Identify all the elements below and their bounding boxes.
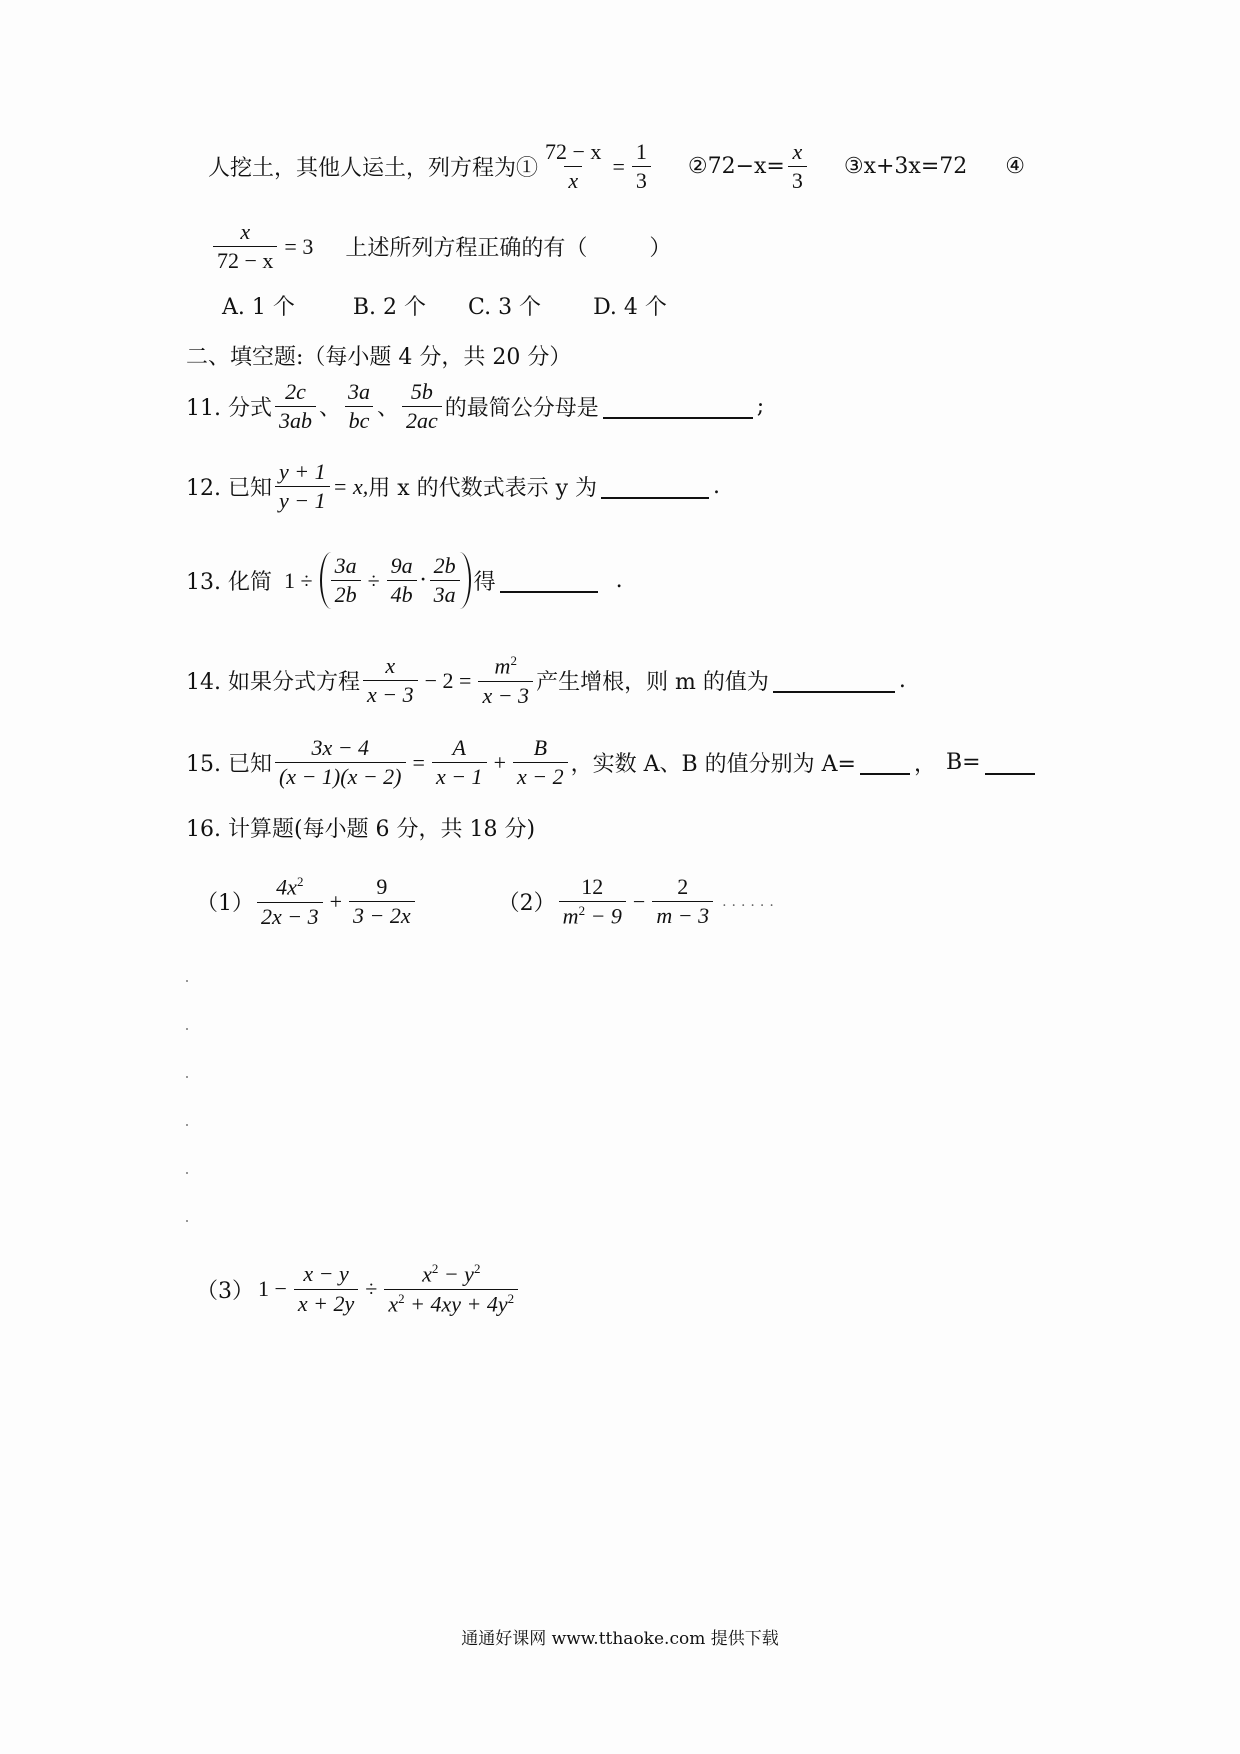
q12-fraction: $\frac{y + 1}{y - 1}$	[275, 460, 330, 513]
q14-answer-blank[interactable]	[773, 669, 895, 693]
q10-eq4-fraction: $\frac{x}{72 - x}$	[213, 220, 277, 273]
footer-source: 通通好课网 www.tthaoke.com 提供下载	[461, 1629, 779, 1649]
q16-part-3: （3） 1 − $\frac{x - y}{x + 2y}$ ÷ $\frac{x^2 - y^2}{x^2 + 4xy + 4y^2}$	[196, 1262, 521, 1316]
q10-eq1-fraction: $\frac{72 - x}{x}$	[545, 139, 602, 194]
q14-fraction-1: $\frac{x}{x - 3}$	[363, 654, 418, 707]
q10-eq2-fraction: $\frac{x}{3}$	[788, 140, 807, 193]
q10-text: 人挖土，其他人运土，列方程为①	[208, 156, 539, 182]
q16-heading: 16. 计算题(每小题 6 分，共 18 分)	[186, 817, 536, 842]
q10-line2: $\frac{x}{72 - x}$ = 3 上述所列方程正确的有（ ）	[210, 220, 671, 273]
margin-dot	[186, 1220, 188, 1222]
margin-dot	[186, 1028, 188, 1030]
q16-1-fraction-2: $\frac{9}{3 - 2x}$	[349, 875, 415, 928]
q10-options	[222, 290, 667, 321]
q16-2-fraction-1: $\frac{12}{m^2 - 9}$	[559, 875, 626, 929]
q16-parts-1-2: （1） $\frac{4x^2}{2x - 3}$ + $\frac{9}{3 - 2x}$ （2） $\frac{12}{m^2 - 9}$ − $\frac{2}{m - 3}$ ......	[196, 874, 779, 929]
q10-eq2-prefix: ②72−x=	[687, 154, 785, 180]
q11-fraction-3: $\frac{5b}{2ac}$	[402, 380, 442, 433]
q15-answer-b-blank[interactable]	[985, 751, 1035, 775]
q13-fraction-3: $\frac{2b}{3a}$	[430, 554, 460, 607]
trailing-dots: ......	[722, 893, 779, 910]
q12-answer-blank[interactable]	[601, 475, 709, 499]
q12: 12. 已知 $\frac{y + 1}{y - 1}$ = x, 用 x 的代数式表示 y 为 .	[186, 459, 721, 514]
option-d: D. 4 个	[593, 295, 667, 320]
q15-fraction-2: $\frac{A}{x - 1}$	[432, 736, 487, 789]
q16-3-fraction-1: $\frac{x - y}{x + 2y}$	[294, 1262, 358, 1315]
q11-fraction-1: $\frac{2c}{3ab}$	[275, 380, 316, 433]
q13-parenthesis: $\frac{3a}{2b}$ ÷ $\frac{9a}{4b}$ · $\frac{2b}{3a}$	[320, 552, 471, 609]
option-c: C. 3 个	[468, 295, 542, 320]
q10-line1: 人挖土，其他人运土，列方程为① $\frac{72 - x}{x}$ = $\frac{1}{3}$ ②72−x= $\frac{x}{3}$ ③x+3x=72 ④	[208, 139, 1025, 194]
q16-2-fraction-2: $\frac{2}{m - 3}$	[652, 875, 713, 928]
q10-eq3: ③x+3x=72	[843, 154, 968, 180]
margin-dot	[186, 1172, 188, 1174]
q15-fraction-3: $\frac{B}{x - 2}$	[513, 736, 568, 789]
q13: 13. 化简 1 ÷ $\frac{3a}{2b}$ ÷ $\frac{9a}{4b}$ · $\frac{2b}{3a}$ 得 .	[186, 552, 623, 609]
option-b: B. 2 个	[352, 295, 427, 320]
q15-answer-a-blank[interactable]	[860, 751, 910, 775]
q10-eq1-rhs-fraction: $\frac{1}{3}$	[632, 140, 651, 193]
q13-answer-blank[interactable]	[500, 569, 598, 593]
q14-fraction-2: $\frac{m^2}{x - 3}$	[478, 654, 533, 708]
q13-fraction-1: $\frac{3a}{2b}$	[331, 554, 361, 607]
q11: 11. 分式 $\frac{2c}{3ab}$ 、 $\frac{3a}{bc}$ 、 $\frac{5b}{2ac}$ 的最简公分母是 ;	[186, 379, 765, 434]
q14: 14. 如果分式方程 $\frac{x}{x - 3}$ − 2 = $\frac{m^2}{x - 3}$ 产生增根，则 m 的值为 .	[186, 653, 906, 708]
margin-dot	[186, 1076, 188, 1078]
q10-question: 上述所列方程正确的有（	[345, 236, 588, 262]
q16-3-fraction-2: $\frac{x^2 - y^2}{x^2 + 4xy + 4y^2}$	[384, 1262, 518, 1316]
q13-fraction-2: $\frac{9a}{4b}$	[387, 554, 417, 607]
q11-answer-blank[interactable]	[603, 395, 753, 419]
margin-dot	[186, 1124, 188, 1126]
q11-fraction-2: $\frac{3a}{bc}$	[344, 380, 374, 433]
q10-eq4-mark: ④	[1005, 154, 1025, 180]
section2-heading: 二、填空题:（每小题 4 分，共 20 分）	[186, 345, 572, 370]
q15: 15. 已知 $\frac{3x - 4}{(x - 1)(x - 2)}$ = $\frac{A}{x - 1}$ + $\frac{B}{x - 2}$ ，实数 A、B 的值分别为 A= ， B=	[186, 736, 1039, 789]
q16-1-fraction-1: $\frac{4x^2}{2x - 3}$	[257, 875, 323, 929]
margin-dot	[186, 980, 188, 982]
option-a: A. 1 个	[222, 295, 295, 320]
q15-fraction-1: $\frac{3x - 4}{(x - 1)(x - 2)}$	[275, 736, 406, 789]
